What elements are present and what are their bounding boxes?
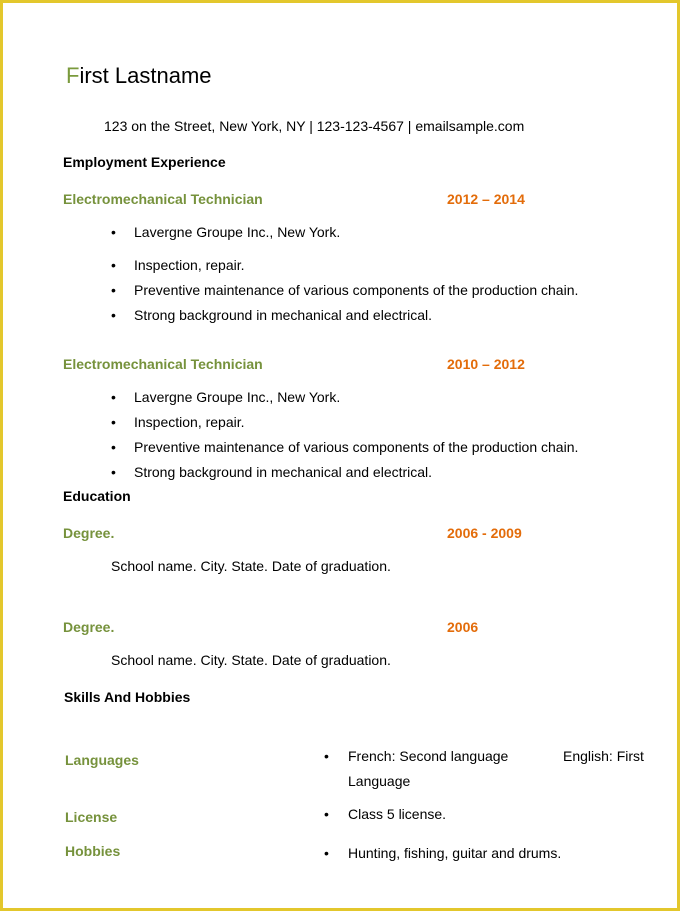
skill-bullet-marker: • bbox=[324, 806, 329, 822]
bullet-text: Inspection, repair. bbox=[134, 414, 245, 430]
bullet-marker: • bbox=[111, 257, 116, 273]
languages-label: Languages bbox=[65, 752, 139, 768]
name-rest: irst Lastname bbox=[79, 63, 212, 88]
bullet-text: Strong background in mechanical and electrical. bbox=[134, 464, 433, 480]
degree-dates: 2006 bbox=[447, 619, 479, 635]
bullet-marker: • bbox=[111, 224, 116, 240]
employment-heading: Employment Experience bbox=[63, 154, 226, 170]
license-item: Class 5 license. bbox=[348, 806, 447, 822]
degree-details: School name. City. State. Date of graduation. bbox=[111, 558, 391, 574]
job-dates: 2012 – 2014 bbox=[447, 191, 525, 207]
bullet-text: Strong background in mechanical and electrical. bbox=[134, 307, 433, 323]
bullet-text: Lavergne Groupe Inc., New York. bbox=[134, 224, 341, 240]
education-heading: Education bbox=[63, 488, 131, 504]
name-first-letter: F bbox=[66, 63, 80, 88]
languages-item-english: English: First bbox=[563, 748, 644, 764]
languages-item-french: French: Second language bbox=[348, 748, 509, 764]
degree-title: Degree. bbox=[63, 619, 115, 635]
bullet-marker: • bbox=[111, 464, 116, 480]
bullet-marker: • bbox=[111, 282, 116, 298]
job-title: Electromechanical Technician bbox=[63, 191, 263, 207]
contact-line: 123 on the Street, New York, NY | 123-123-4567 | emailsample.com bbox=[104, 118, 525, 134]
bullet-text: Lavergne Groupe Inc., New York. bbox=[134, 389, 341, 405]
hobbies-label: Hobbies bbox=[65, 843, 121, 859]
degree-dates: 2006 - 2009 bbox=[447, 525, 522, 541]
degree-details: School name. City. State. Date of graduation. bbox=[111, 652, 391, 668]
skill-bullet-marker: • bbox=[324, 748, 329, 764]
bullet-text: Inspection, repair. bbox=[134, 257, 245, 273]
resume-name bbox=[66, 63, 212, 89]
bullet-text: Preventive maintenance of various components of the production chain. bbox=[134, 439, 579, 455]
job-dates: 2010 – 2012 bbox=[447, 356, 525, 372]
bullet-marker: • bbox=[111, 389, 116, 405]
bullet-marker: • bbox=[111, 307, 116, 323]
bullet-marker: • bbox=[111, 439, 116, 455]
skills-heading: Skills And Hobbies bbox=[64, 689, 191, 705]
bullet-text: Preventive maintenance of various components of the production chain. bbox=[134, 282, 579, 298]
hobbies-item: Hunting, fishing, guitar and drums. bbox=[348, 845, 562, 861]
skill-bullet-marker: • bbox=[324, 845, 329, 861]
bullet-marker: • bbox=[111, 414, 116, 430]
job-title: Electromechanical Technician bbox=[63, 356, 263, 372]
license-label: License bbox=[65, 809, 118, 825]
languages-item-continuation: Language bbox=[348, 773, 411, 789]
degree-title: Degree. bbox=[63, 525, 115, 541]
